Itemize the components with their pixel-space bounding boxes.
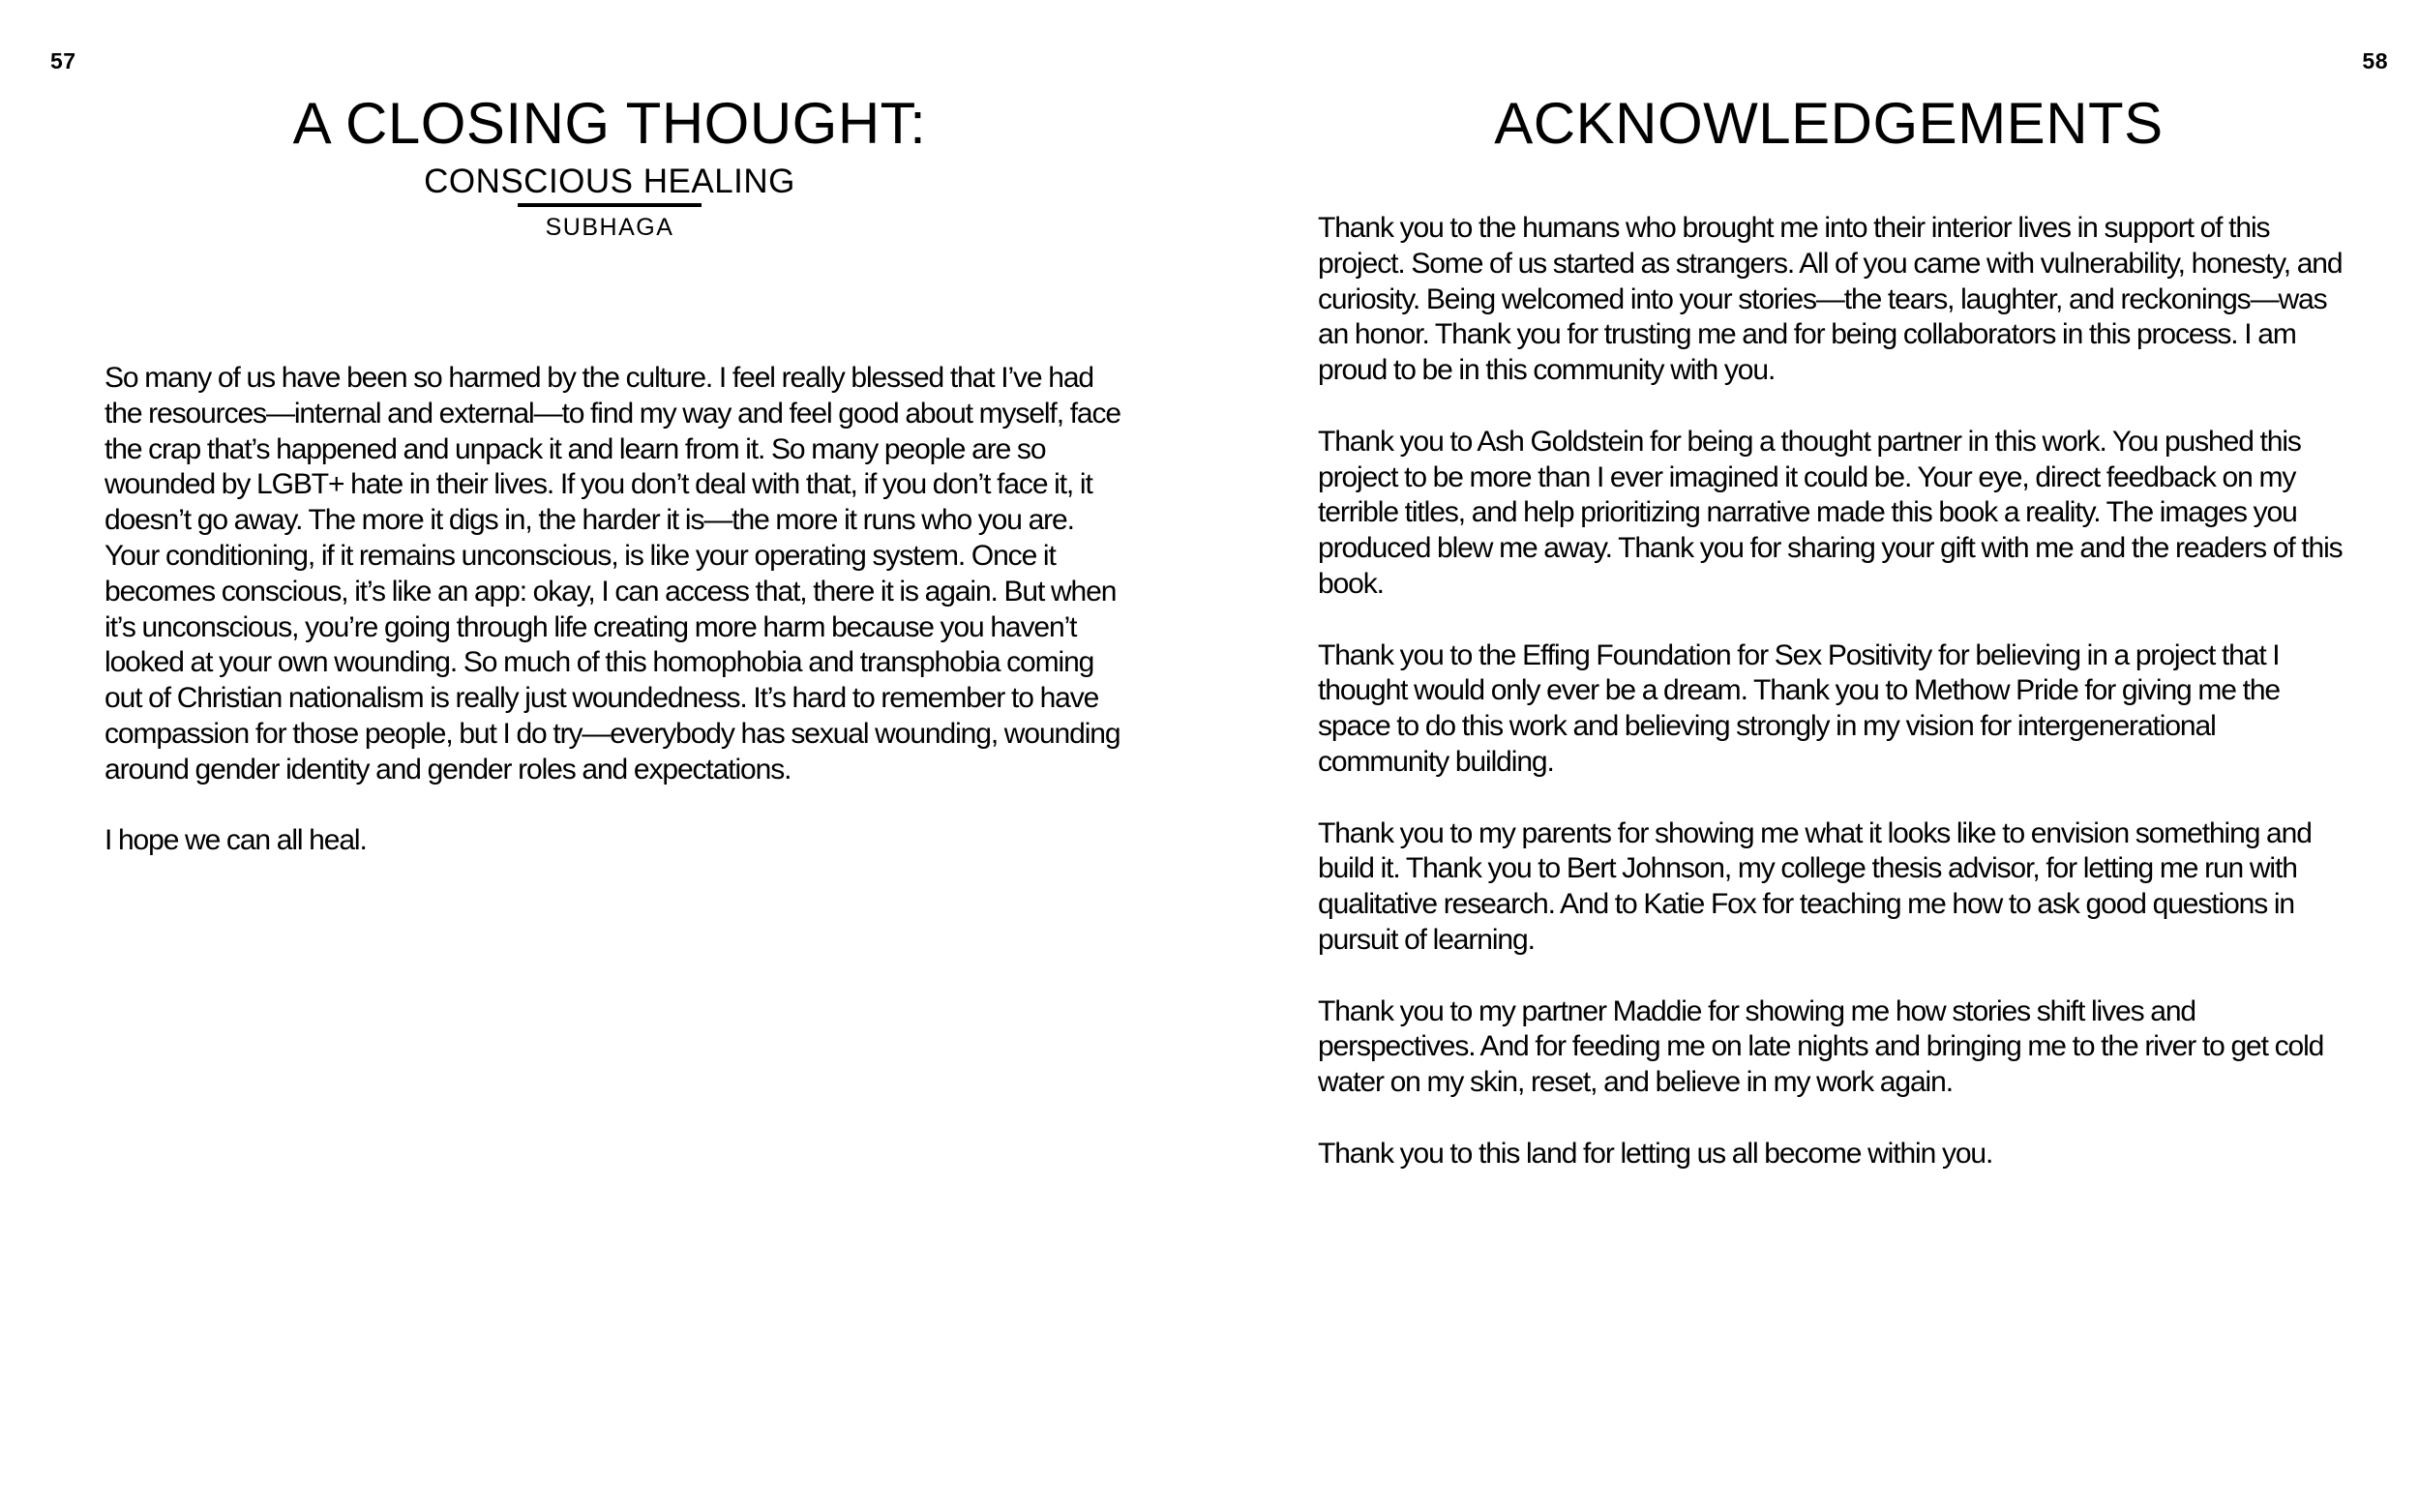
page-number-left: 57 (50, 48, 76, 74)
closing-thought-body (105, 361, 1130, 895)
body-paragraph: So many of us have been so harmed by the culture. I feel really blessed that I’ve had the resources—internal and external—to find my way and feel good about myself, face the crap that’s happened and unpack it and learn from it. So many people are so wounded by LGBT+ hate in their lives. If you don’t deal with that, if you don’t face it, it doesn’t go away. The more it digs in, the harder it is—the more it runs who you are. Your conditioning, if it remains unconscious, is like your operating system. Once it becomes conscious, it’s like an app: okay, I can access that, there it is again. But when it’s unconscious, you’re going through life creating more harm because you haven’t looked at your own wounding. So much of this homophobia and transphobia coming out of Christian nationalism is really just woundedness. It’s hard to remember to have compassion for those people, but I do try—everybody has sexual wounding, wounding around gender identity and gender roles and expectations. (105, 362, 1120, 786)
page-subtitle: CONSCIOUS HEALING (424, 163, 795, 200)
body-paragraph: Thank you to Ash Goldstein for being a thought partner in this work. You pushed this project to be more than I ever imagined it could be. Your eye, direct feedback on my terrible titles, and help prioritizing narrative made this book a reality. The images you produced blew me away. Thank you for sharing your gift with me and the readers of this book. (1318, 425, 2343, 600)
body-paragraph: Thank you to the humans who brought me into their interior lives in support of this project. Some of us started as strangers. All of you came with vulnerability, honesty, and curiosity. Being welcomed into your stories—the tears, laughter, and reckonings—was an honor. Thank you for trusting me and for being collaborators in this process. I am proud to be in this community with you. (1318, 212, 2343, 387)
body-paragraph: Thank you to this land for letting us all become within you. (1318, 1137, 1993, 1170)
acknowledgements-title: ACKNOWLEDGEMENTS (1494, 91, 2164, 156)
page-number-right: 58 (2362, 48, 2388, 74)
body-paragraph: I hope we can all heal. (105, 824, 367, 857)
acknowledgements-body (1318, 211, 2344, 1207)
author-name: SUBHAGA (545, 214, 674, 241)
body-paragraph: Thank you to my parents for showing me what it looks like to envision something and build it. Thank you to Bert Johnson, my college thesis advisor, for letting me run with qualitative research. And to Katie Fox for teaching me how to ask good questions in pursuit of learning. (1318, 816, 2312, 956)
body-paragraph: Thank you to my partner Maddie for showing me how stories shift lives and perspectives. And for feeding me on late nights and bringing me to the river to get cold water on my skin, reset, and believe in my work again. (1318, 994, 2324, 1099)
title-divider (518, 203, 702, 207)
closing-thought-title-block (0, 89, 1219, 244)
page-title: A CLOSING THOUGHT: (292, 91, 927, 156)
body-paragraph: Thank you to the Effing Foundation for Sex Positivity for believing in a project that I thought would only ever be a dream. Thank you to Methow Pride for giving me the space to do this work and believing strongly in my vision for intergenerational community building. (1318, 638, 2280, 778)
